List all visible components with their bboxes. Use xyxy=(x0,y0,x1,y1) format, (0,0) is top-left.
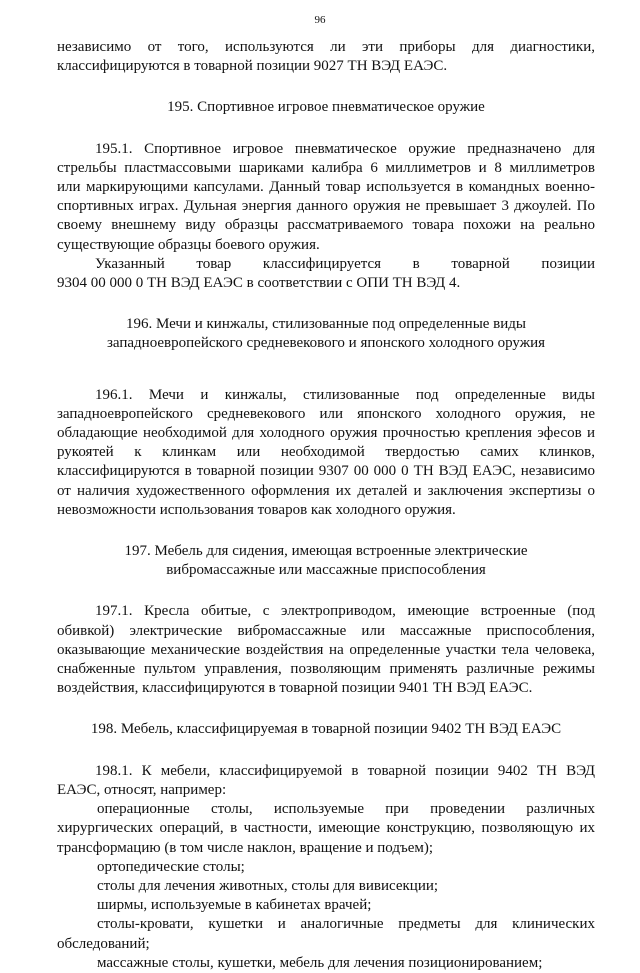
text-line: столы-кровати, кушетки и аналогичные предметы для клинических xyxy=(97,916,595,933)
text-line: 197.1. Кресла обитые, с электроприводом, имеющие встроенные (под xyxy=(95,603,595,620)
text-line: классифицируются в товарной позиции 9027 ТН ВЭД ЕАЭС. xyxy=(57,58,448,75)
section-195-heading: 195. Спортивное игровое пневматическое оружие xyxy=(167,99,485,116)
section-197-heading xyxy=(57,542,595,580)
page-number: 96 xyxy=(314,14,326,26)
text-line: обивкой) электрические вибромассажные или массажные приспособления, xyxy=(57,622,595,639)
text-line: оказывающие механические воздействия на определенные участки тела человека, xyxy=(57,641,595,658)
section-196-heading xyxy=(57,315,595,353)
text-line: рукоятей к клинкам или необходимой твердостью самих клинков, xyxy=(57,444,595,461)
text-line: стрельбы пластмассовыми шариками калибра 6 миллиметров и 8 миллиметров xyxy=(57,159,595,176)
text-line: Указанный товар классифицируется в товарной позиции xyxy=(95,255,595,272)
list-item: столы для лечения животных, столы для вивисекции; xyxy=(97,877,439,894)
heading-line: 197. Мебель для сидения, имеющая встроенные электрические xyxy=(124,543,528,560)
list-item xyxy=(57,915,595,953)
heading-line: 196. Мечи и кинжалы, стилизованные под определенные виды xyxy=(125,316,526,333)
text-line: обследований; xyxy=(57,935,150,952)
section-197-paragraph-1 xyxy=(57,602,595,698)
text-line: ЕАЭС, относят, например: xyxy=(57,781,227,798)
section-198-paragraph-1 xyxy=(57,762,595,800)
text-line: или маркирующими капсулами. Данный товар используется в командных военно- xyxy=(57,179,595,196)
section-195-paragraph-1 xyxy=(57,140,595,255)
intro-paragraph xyxy=(57,38,595,76)
list-item xyxy=(57,800,595,858)
text-line: от наличия художественного оформления их деталей и заключения экспертизы о xyxy=(57,482,595,499)
list-item: ширмы, используемые в кабинетах врачей; xyxy=(97,897,372,914)
list-item: массажные столы, кушетки, мебель для лечения позиционированием; xyxy=(97,954,543,971)
section-196-paragraph-1 xyxy=(57,386,595,520)
text-line: обладающие необходимой для холодного оружия прочностью крепления эфесов и xyxy=(57,425,595,442)
list-item: ортопедические столы; xyxy=(97,858,245,875)
text-line: воздействия, классифицируются в товарной позиции 9401 ТН ВЭД ЕАЭС. xyxy=(57,680,533,697)
heading-line: вибромассажные или массажные приспособления xyxy=(166,562,486,579)
text-line: независимо от того, используются ли эти приборы для диагностики, xyxy=(57,39,595,55)
page-body xyxy=(57,38,595,973)
text-line: 198.1. К мебели, классифицируемой в товарной позиции 9402 ТН ВЭД xyxy=(95,762,595,779)
section-195-paragraph-2 xyxy=(57,255,595,293)
text-line: операционные столы, используемые при проведении различных xyxy=(97,801,595,818)
text-line: 196.1. Мечи и кинжалы, стилизованные под определенные виды xyxy=(95,386,595,403)
text-line: своему внешнему виду образцы рассматриваемого товара похожи на реально xyxy=(57,217,595,234)
text-line: трансформацию (в том числе наклон, вращение и подъем); xyxy=(57,839,434,856)
text-line: невозможности использования товаров как холодного оружия. xyxy=(57,501,456,518)
text-line: хирургических операций, в частности, имеющие конструкцию, позволяющую их xyxy=(57,820,595,837)
text-line: западноевропейского средневекового или японского холодного оружия, не xyxy=(57,405,595,422)
section-198-heading: 198. Мебель, классифицируемая в товарной позиции 9402 ТН ВЭД ЕАЭС xyxy=(90,721,562,738)
text-line: спортивных играх. Дульная энергия данного оружия не превышает 3 джоулей. По xyxy=(57,198,595,215)
heading-line: западноевропейского средневекового и японского холодного оружия xyxy=(106,335,545,352)
text-line: 195.1. Спортивное игровое пневматическое оружие предназначено для xyxy=(95,140,595,157)
text-line: классифицируются в товарной позиции 9307 00 000 0 ТН ВЭД ЕАЭС, независимо xyxy=(57,463,595,480)
text-line: снабженные пультом управления, позволяющим применять различные режимы xyxy=(57,661,595,678)
text-line: существующие образцы боевого оружия. xyxy=(57,236,320,253)
text-line: 9304 00 000 0 ТН ВЭД ЕАЭС в соответствии с ОПИ ТН ВЭД 4. xyxy=(57,275,461,292)
